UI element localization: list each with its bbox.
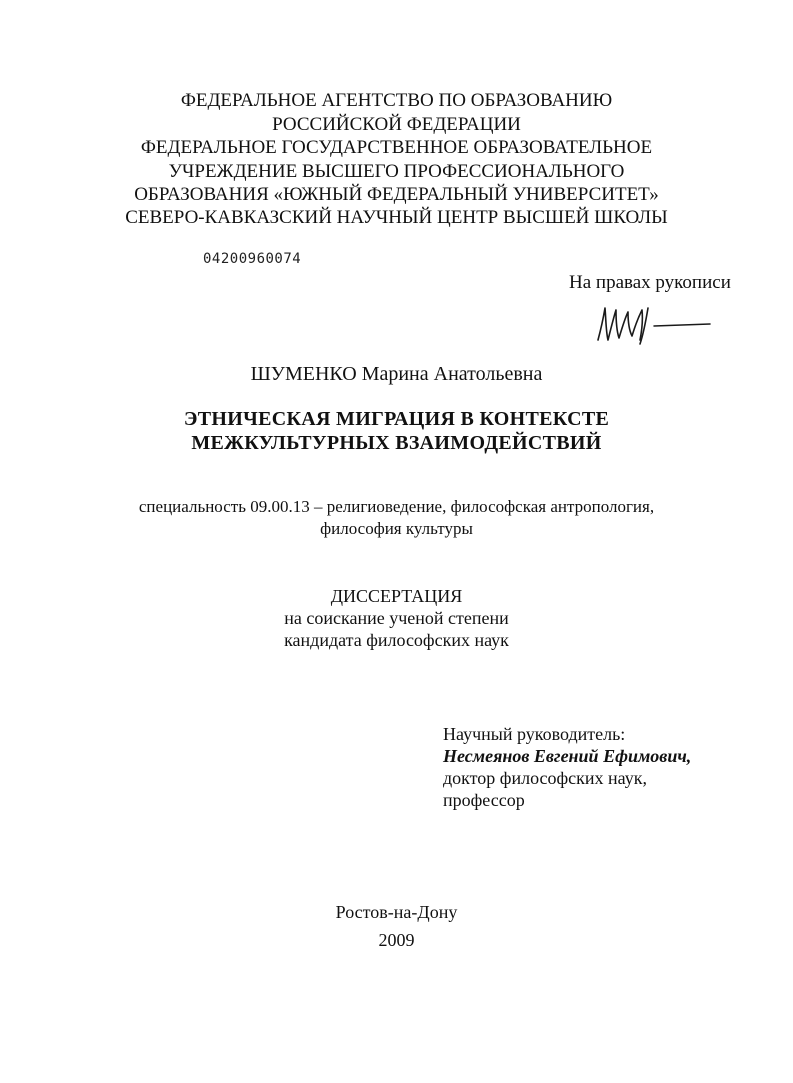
header-line-1: ФЕДЕРАЛЬНОЕ АГЕНТСТВО ПО ОБРАЗОВАНИЮ [180,90,613,111]
dissertation-line-2: кандидата философских наук [284,630,509,650]
header-line-5: ОБРАЗОВАНИЯ «ЮЖНЫЙ ФЕДЕРАЛЬНЫЙ УНИВЕРСИТЕТ» [134,184,659,205]
specialty-line-1: специальность 09.00.13 – религиоведение, философская антропология, [138,497,655,516]
author-name: ШУМЕНКО Марина Анатольевна [250,363,543,385]
header-line-3: ФЕДЕРАЛЬНОЕ ГОСУДАРСТВЕННОЕ ОБРАЗОВАТЕЛЬНОЕ [140,137,653,158]
archive-code: 04200960074 [203,251,302,267]
advisor-label: Научный руководитель: [443,724,626,744]
dissertation-type: ДИССЕРТАЦИЯ [330,586,463,606]
specialty-line-2: философия культуры [320,519,473,538]
thesis-title-line-1: ЭТНИЧЕСКАЯ МИГРАЦИЯ В КОНТЕКСТЕ [183,408,610,430]
city: Ростов-на-Дону [335,902,458,922]
header-line-2: РОССИЙСКОЙ ФЕДЕРАЦИИ [272,114,521,135]
signature-image [588,300,718,350]
advisor-title: профессор [443,790,525,810]
dissertation-line-1: на соискание ученой степени [284,608,509,628]
rights-note: На правах рукописи [569,272,731,293]
header-line-6: СЕВЕРО-КАВКАЗСКИЙ НАУЧНЫЙ ЦЕНТР ВЫСШЕЙ ШКОЛЫ [125,207,668,228]
thesis-title-line-2: МЕЖКУЛЬТУРНЫХ ВЗАИМОДЕЙСТВИЙ [191,432,602,454]
advisor-degree: доктор философских наук, [443,768,647,788]
year: 2009 [378,930,415,950]
header-line-4: УЧРЕЖДЕНИЕ ВЫСШЕГО ПРОФЕССИОНАЛЬНОГО [168,161,625,182]
advisor-name: Несмеянов Евгений Ефимович, [443,746,692,766]
